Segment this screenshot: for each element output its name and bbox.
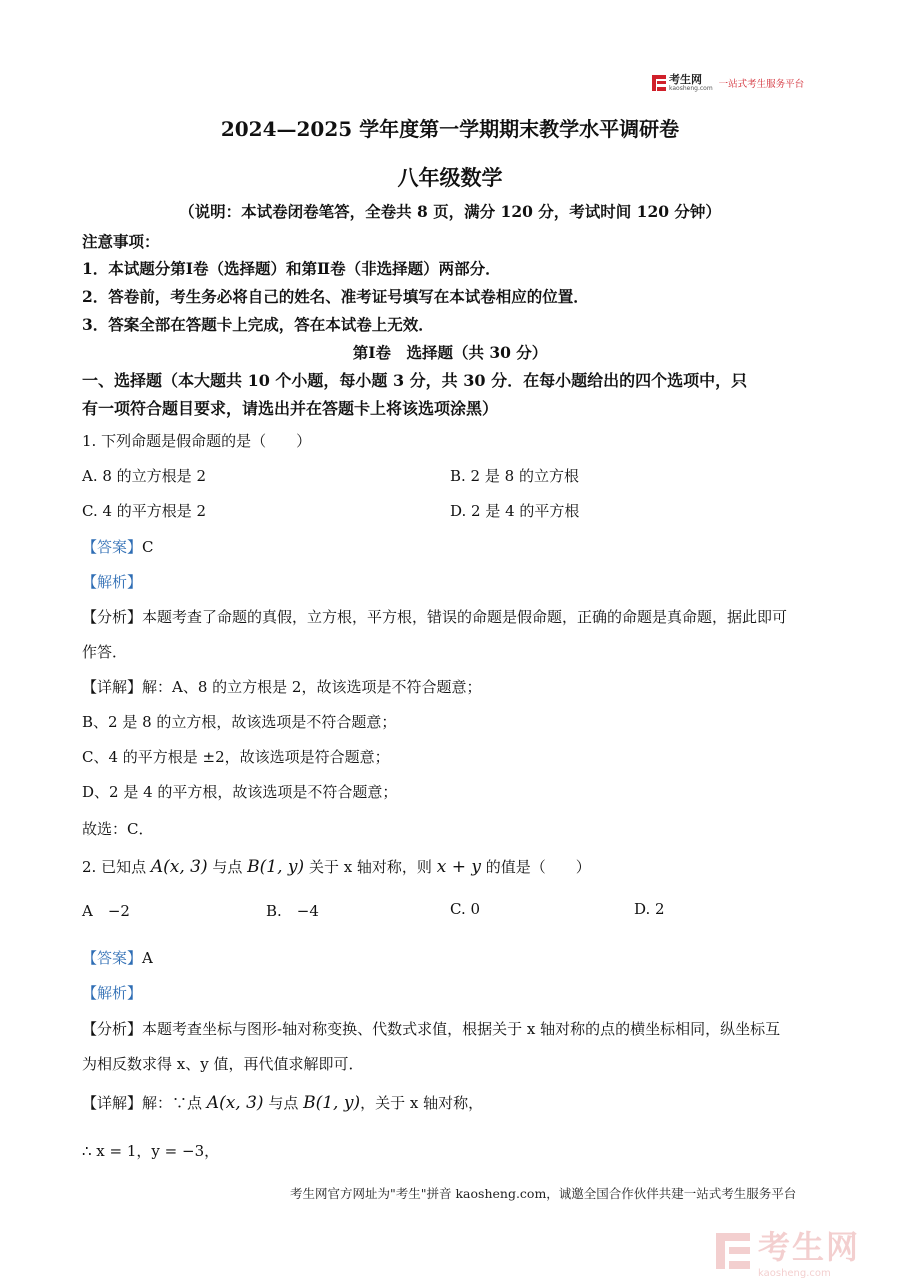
q1-detail-line4: D、2 是 4 的平方根，故该选项是不符合题意； [82,783,398,801]
q1-answer: C [142,538,154,556]
q2-stem [82,856,591,877]
watermark-domain: kaosheng.com [758,1268,831,1279]
header-logo [652,72,804,94]
answer-tag: 【答案】 [82,538,143,556]
watermark [716,1222,860,1279]
detail-tag: 【详解】 [82,1094,143,1112]
notice-item: 3．答案全部在答题卡上完成，答在本试卷上无效． [82,315,434,334]
q2-expression: x + y [436,857,481,877]
notice-item: 1．本试题分第Ⅰ卷（选择题）和第Ⅱ卷（非选择题）两部分． [82,259,501,278]
fenxi-tag: 【分析】 [82,1020,143,1038]
q2-fenxi-line1 [82,1018,780,1039]
q2-option-d: D. 2 [634,900,665,918]
q2-answer-row [82,947,153,968]
part-title: 第Ⅰ卷 选择题（共 30 分） [352,343,548,362]
notice-item: 2．答卷前，考生务必将自己的姓名、准考证号填写在本试卷相应的位置． [82,287,589,306]
q2-stem-part: 2. 已知点 [82,858,151,876]
logo-domain: kaosheng.com [669,85,713,92]
q1-detail-line2: B、2 是 8 的立方根，故该选项是不符合题意； [82,713,397,731]
q2-fenxi-line2: 为相反数求得 x、y 值，再代值求解即可． [82,1055,364,1073]
q1-fenxi-text: 本题考查了命题的真假，立方根，平方根，错误的命题是假命题，正确的命题是真命题，据此即可 [142,608,788,626]
page-footer: 考生网官方网址为"考生"拼音 kaosheng.com，诚邀全国合作伙伴共建一站式考生服务平台 [290,1186,797,1201]
q2-stem-part: 与点 [207,858,248,876]
logo-brand: 考生网 [669,73,702,86]
q2-therefore: ∴ x = 1，y = −3， [82,1142,220,1160]
exam-note: （说明：本试卷闭卷笔答，全卷共 8 页，满分 120 分，考试时间 120 分钟） [179,202,721,221]
q2-stem-part: 关于 x 轴对称，则 [304,858,437,876]
analysis-tag: 【解析】 [82,573,143,591]
q1-fenxi-line2: 作答． [82,643,128,661]
q1-option-b: B. 2 是 8 的立方根 [450,467,579,485]
page-subtitle: 八年级数学 [397,165,503,190]
q1-detail-text: 解：A、8 的立方根是 2，故该选项是不符合题意； [142,678,482,696]
q2-detail-part: ，关于 x 轴对称， [360,1094,484,1112]
watermark-logo-icon [716,1233,752,1269]
q2-detail-part: 与点 [263,1094,304,1112]
q1-answer-row [82,536,154,557]
answer-tag: 【答案】 [82,949,143,967]
q1-choose: 故选：C． [82,820,154,838]
q1-option-c: C. 4 的平方根是 2 [82,502,207,520]
q2-point-b: B(1, y) [247,857,305,877]
q2-detail-line1 [82,1092,483,1113]
q2-option-b: B. −4 [266,902,319,920]
q1-option-d: D. 2 是 4 的平方根 [450,502,580,520]
logo-mark-icon [652,75,666,91]
q2-option-c: C. 0 [450,900,481,918]
notice-heading: 注意事项： [82,232,160,251]
q2-point-a: A(x, 3) [150,857,208,877]
logo-slogan: 一站式考生服务平台 [718,79,805,90]
q2-fenxi-text: 本题考查坐标与图形-轴对称变换、代数式求值，根据关于 x 轴对称的点的横坐标相同，纵坐标互 [142,1020,781,1038]
q1-detail-line1 [82,676,481,697]
q1-detail-line3: C、4 的平方根是 ±2，故该选项是符合题意； [82,748,390,766]
detail-tag: 【详解】 [82,678,143,696]
page-title: 2024—2025 学年度第一学期期末教学水平调研卷 [220,117,680,141]
q1-option-a: A. 8 的立方根是 2 [82,467,206,485]
q2-detail-part: 解：∵点 [142,1094,207,1112]
fenxi-tag: 【分析】 [82,608,143,626]
analysis-tag: 【解析】 [82,984,143,1002]
watermark-brand: 考生网 [758,1228,861,1266]
q2-detail-point-b: B(1, y) [303,1093,361,1113]
q2-stem-part: 的值是（ ） [480,858,591,876]
q2-answer: A [142,949,153,967]
section-heading-line1: 一、选择题（本大题共 10 个小题，每小题 3 分，共 30 分．在每小题给出的四个选项中，只 [82,371,748,390]
q2-detail-point-a: A(x, 3) [206,1093,264,1113]
q1-fenxi-line1 [82,606,787,627]
q2-option-a: A −2 [82,902,130,920]
section-heading-line2: 有一项符合题目要求，请选出并在答题卡上将该选项涂黑） [82,399,499,418]
q1-stem: 1. 下列命题是假命题的是（ ） [82,432,312,450]
